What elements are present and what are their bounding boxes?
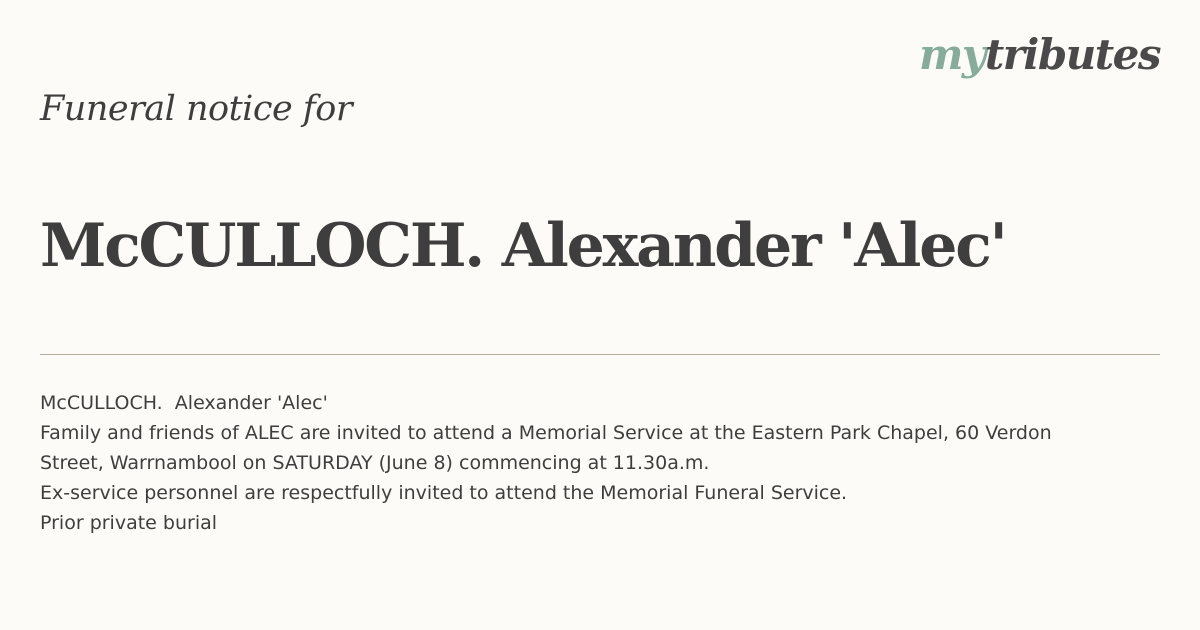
notice-line-ex-service: Ex-service personnel are respectfully invited to attend the Memorial Funeral Service. (40, 482, 848, 504)
deceased-name: McCULLOCH. Alexander 'Alec' (40, 211, 1006, 281)
divider (40, 354, 1160, 355)
logo-my-text: my (918, 30, 985, 79)
notice-subtitle: Funeral notice for (40, 89, 353, 129)
notice-line-service: Family and friends of ALEC are invited to attend a Memorial Service at the Eastern Park Chapel, 60 Verdon Street, Warrnambool on SATURDAY (June 8) commencing at 11.30a.m. (40, 422, 1058, 474)
notice-body (40, 388, 1120, 538)
logo-tributes-text: tributes (984, 30, 1160, 79)
notice-line-burial: Prior private burial (40, 512, 218, 534)
mytributes-logo[interactable] (919, 30, 1160, 80)
notice-line-name: McCULLOCH. Alexander 'Alec' (40, 392, 328, 414)
